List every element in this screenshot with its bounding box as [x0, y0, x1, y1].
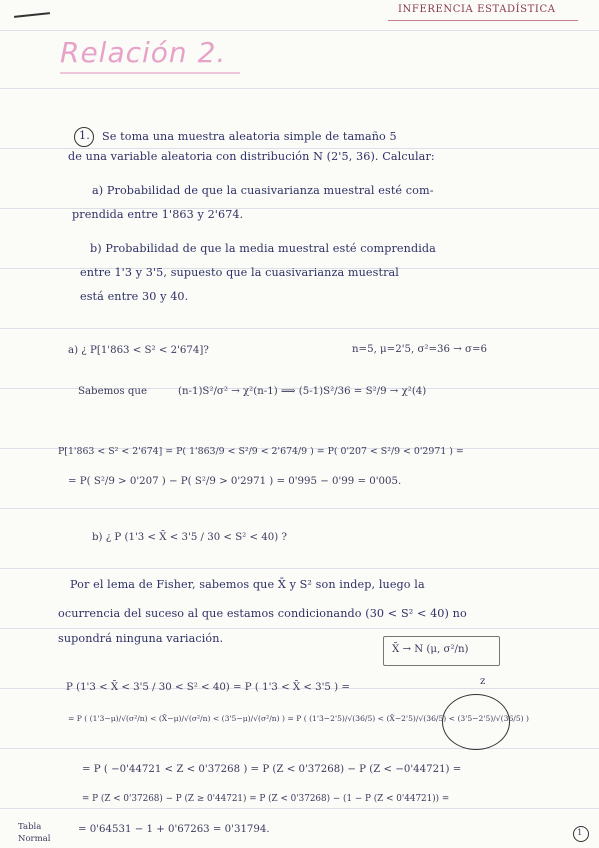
know-formula: (n-1)S²/σ² → χ²(n-1) ⟹ (5-1)S²/36 = S²/9 → χ²(4): [178, 386, 427, 397]
conditional-probability-line-1: P (1'3 < X̄ < 3'5 / 30 < S² < 40) = P ( 1'3 < X̄ < 3'5 ) =: [66, 682, 350, 693]
problem-a-line-1: a) Probabilidad de que la cuasivarianza muestral esté com-: [92, 184, 434, 197]
solution-a-question: a) ¿ P[1'863 < S² < 2'674]?: [68, 345, 209, 356]
fisher-line-3: supondrá ninguna variación.: [58, 632, 224, 645]
problem-b-line-1: b) Probabilidad de que la media muestral esté comprendida: [90, 242, 436, 255]
ruled-line: [0, 328, 599, 329]
page-title: Relación 2.: [60, 36, 227, 69]
problem-a-line-2: prendida entre 1'863 y 2'674.: [72, 208, 244, 221]
standardized-variable-circle: [442, 694, 510, 750]
page-number: 1: [577, 828, 583, 838]
pen-stroke: [14, 12, 50, 18]
probability-line-1: P[1'863 < S² < 2'674] = P( 1'863/9 < S²/9 < 2'674/9 ) = P( 0'207 < S²/9 < 0'2971 ) =: [58, 446, 464, 457]
ruled-line: [0, 628, 599, 629]
ruled-line: [0, 88, 599, 89]
probability-line-2: = P( S²/9 > 0'207 ) − P( S²/9 > 0'2971 ) = 0'995 − 0'99 = 0'005.: [68, 476, 402, 487]
ruled-line: [0, 808, 599, 809]
conditional-probability-line-2: = P ( (1'3−μ)/√(σ²/n) < (X̄−μ)/√(σ²/n) < (3'5−μ)/√(σ²/n) ) = P ( (1'3−2'5)/√(36/5) < (X̄−2'5)/√(36/5) < (3'5−2'5)/√(36/5) ): [68, 714, 530, 723]
result-line-3: = 0'64531 − 1 + 0'67263 = 0'31794.: [78, 824, 270, 835]
tabla-note: Tabla: [18, 822, 42, 832]
course-title: INFERENCIA ESTADÍSTICA: [398, 4, 556, 15]
problem-line-1: Se toma una muestra aleatoria simple de tamaño 5: [102, 130, 397, 143]
page-title-underline: [60, 72, 240, 74]
problem-b-line-3: está entre 30 y 40.: [80, 290, 189, 303]
ruled-line: [0, 30, 599, 31]
fisher-line-1: Por el lema de Fisher, sabemos que X̄ y S² son indep, luego la: [70, 578, 425, 591]
ruled-line: [0, 508, 599, 509]
problem-b-line-2: entre 1'3 y 3'5, supuesto que la cuasivarianza muestral: [80, 266, 399, 279]
problem-number: 1.: [79, 129, 90, 142]
normal-note: Normal: [18, 834, 51, 844]
z-label: z: [480, 676, 486, 687]
ruled-line: [0, 568, 599, 569]
ruled-line: [0, 148, 599, 149]
solution-b-question: b) ¿ P (1'3 < X̄ < 3'5 / 30 < S² < 40) ?: [92, 532, 287, 543]
know-label: Sabemos que: [78, 386, 147, 397]
result-line-2: = P (Z < 0'37268) − P (Z ≥ 0'44721) = P (Z < 0'37268) − (1 − P (Z < 0'44721)) =: [82, 794, 450, 804]
fisher-line-2: ocurrencia del suceso al que estamos condicionando (30 < S² < 40) no: [58, 607, 467, 620]
ruled-line: [0, 748, 599, 749]
solution-a-parameters: n=5, μ=2'5, σ²=36 → σ=6: [352, 344, 487, 355]
course-title-underline: [388, 20, 578, 21]
result-line-1: = P ( −0'44721 < Z < 0'37268 ) = P (Z < 0'37268) − P (Z < −0'44721) =: [82, 764, 462, 775]
distribution-formula: X̄ → N (μ, σ²/n): [392, 644, 469, 655]
problem-line-2: de una variable aleatoria con distribución N (2'5, 36). Calcular:: [68, 150, 435, 163]
